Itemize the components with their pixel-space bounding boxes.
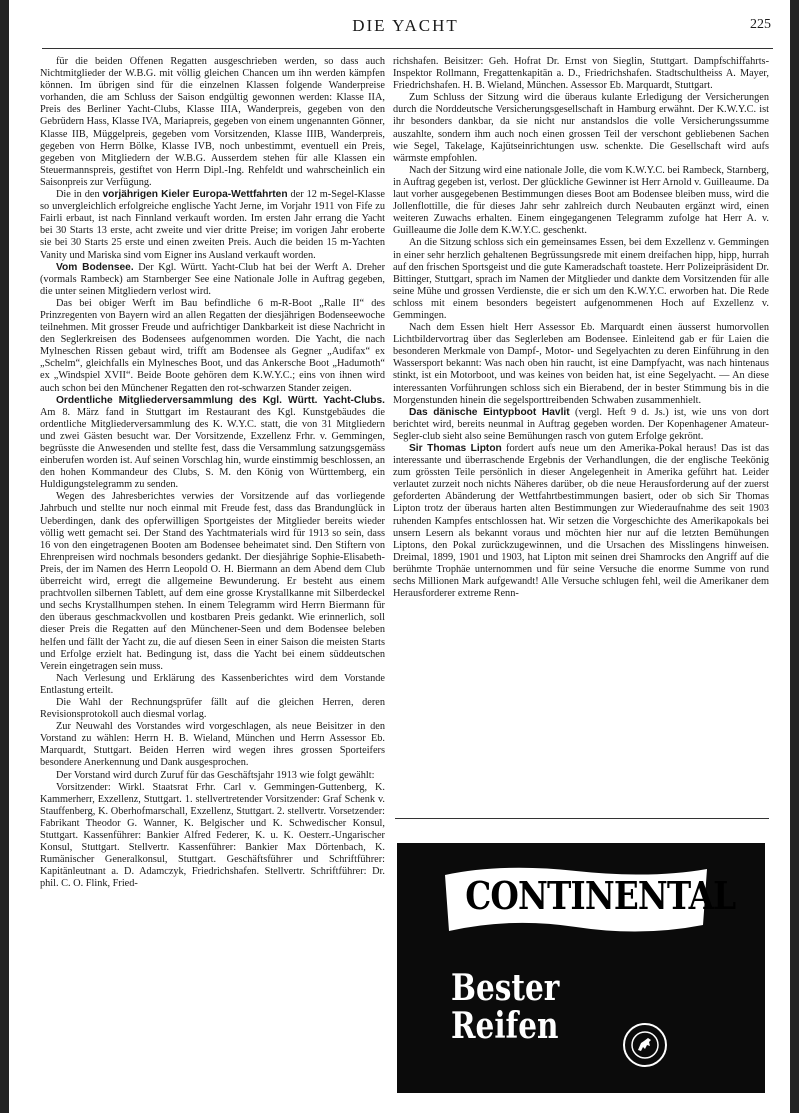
paragraph <box>393 92 769 165</box>
brand-banner <box>441 861 736 939</box>
paragraph <box>40 395 385 492</box>
paragraph <box>40 770 385 782</box>
horse-emblem-icon <box>623 1023 667 1067</box>
scan-edge-right <box>790 0 799 1113</box>
paragraph-text: Am 8. März fand in Stuttgart im Restaurant des Kgl. Kunstgebäudes die ordentliche Mitgliederversammlung des K. W.Y.C. statt, die von 31 Mitgliedern und zwei Gästen besucht war. Der Vorsitzende, Exzellenz Frhr. v. Gemmingen, begrüsste die Anwesenden und stellte fest, dass die Versammlung satzungsgemäss einberufen worden ist. Auf seinen Vorschlag hin, wurde einstimmig beschlossen, an den hohen Kommandeur des Clubs, S. M. den König von Württemberg, ein Huldigungstelegramm zu senden. <box>40 406 385 491</box>
paragraph-heading: Das dänische Eintypboot Havlit <box>409 406 570 418</box>
paragraph-text: Vorsitzender: Wirkl. Staatsrat Frhr. Carl v. Gemmingen-Guttenberg, K. Kammerherr, Exzellenz, Stuttgart. 1. stellvertretender Vorsitzender: Graf Schenk v. Stauffenberg, K. Oberhofmarschall, Exzellenz, Stuttgart. 2. stellvertr. Vorsetzender: Fabrikant Theodor G. Wanner, K. Belgischer und K. Schwedischer Konsul, Stuttgart. Kassenführer: Bankier Alfred Federer, K. u. K. Oesterr.-Ungarischer Konsul, Stuttgart. Stellvertr. Kassenführer: Bankier Max Dörtenbach, K. Rumänischer Generalkonsul, Stuttgart. Geschäftsführer und Schriftführer: Kapitänleutnant a. D. Adamczyk, Friedrichshafen. Stellvertr. Schriftführer: Dr. phil. C. O. Flink, Fried- <box>40 781 385 890</box>
paragraph <box>40 298 385 395</box>
paragraph <box>40 697 385 721</box>
paragraph-text: Nach der Sitzung wird eine nationale Jolle, die vom K.W.Y.C. bei Rambeck, Starnberg, in Auftrag gegeben ist, verlost. Der glückliche Gewinner ist Herr Arnold v. Guilleaume. Da laut vorher ausgegebenen Bestimmungen dieses Boot am Bodensee bleiben muss, wird die Jollenflottille, die für dieses Jahr sehr zahlreich durch Neubauten ergänzt wird, einen weiteren Zuwachs erhalten. Einem eingegangenen Telegramm zufolge hat Herr A. v. Guilleaume die Jolle dem K.W.Y.C. geschenkt. <box>393 164 769 237</box>
left-column <box>40 56 385 890</box>
paragraph-text: (vergl. Heft 9 d. Js.) ist, wie uns von dort berichtet wird, bereits neunmal in Auftrag gegeben worden. Der Kopenhagener Amateur-Segler-club sieht also seine Bemühungen rasch von gutem Erfolge gekrönt. <box>393 406 769 442</box>
brand-name: CONTINENTAL <box>465 873 736 918</box>
paragraph-text: der 12 m-Segel-Klasse so unvergleichlich erfolgreiche englische Yacht Jerne, im Vorjahr 1911 von Fife zu Fairli erbaut, ist nach Finnland verkauft worden. Im ersten Jahr errang die Yacht bei 30 Starts 13 erste, acht zweite und vier dritte Preise; im vorigen Jahr eroberte sie bei 30 Starts 25 erste und einen zweiten Preis. Auch die beiden 15 m-Yachten Vanity und Mariska sind vom Eigner ins Ausland verkauft worden. <box>40 189 385 261</box>
paragraph-heading: vorjährigen Kieler Europa-Wettfahrten <box>102 189 288 201</box>
paragraph <box>393 443 769 600</box>
paragraph <box>393 165 769 238</box>
paragraph-text: Das bei obiger Werft im Bau befindliche 6 m-R-Boot „Ralle II“ des Prinzregenten von Bayern wird an allen Regatten der diesjährigen Bodenseewoche teilnehmen. Mit grosser Freude und aufrichtiger Dankbarkeit ist diese Nachricht in den Seglerkreisen des Bodensees aufgenommen worden. Die Yacht, die nach Mylneschen Rissen gebaut wird, trifft am Bodensee als Gegner „Audifax“ ex „Schelm“, gleichfalls ein Mylnesches Boot, und das Ankersche Boot „Hadumoth“ ex „Windspiel XVII“. Beide Boote gehören dem K.W.Y.C.; eins von ihnen wird auch schon bei den Münchener Regatten den rot-schwarzen Stander zeigen. <box>40 297 385 394</box>
paragraph <box>40 673 385 697</box>
advert-separator <box>395 818 769 819</box>
paragraph-text: Nach dem Essen hielt Herr Assessor Eb. Marquardt einen äusserst humorvollen Lichtbildervortrag über das Seglerleben am Bodensee. Einleitend gab er für Laien die besonderen Merkmale von Dampf-, Motor- und Segelyachten zu deren Einführung in den Wassersport bekannt: Was nach oben hin raucht, ist eine Dampfyacht, was nach hintenaus stinkt, ist ein Motorboot, und was keines von beiden hat, ist eine Segelyacht. — An diese interessanten Vorführungen schloss sich ein Bierabend, der in bester Stimmung bis in die Morgenstunden hinein die segelsporttreibenden Schwaben zusammenhielt. <box>393 322 769 406</box>
paragraph-text: Zur Neuwahl des Vorstandes wird vorgeschlagen, als neue Beisitzer in den Vorstand zu wählen: Herrn H. B. Wieland, München und Herrn Assessor Eb. Marquardt, Stuttgart. Beiden Herren wird wegen ihres grossen Sporteifers besondere Anerkennung und Dank ausgesprochen. <box>40 721 385 769</box>
paragraph-text: richshafen. Beisitzer: Geh. Hofrat Dr. Ernst von Sieglin, Stuttgart. Dampfschiffahrts-Inspektor Rollmann, Fregattenkapitän a. D., Friedrichshafen. Stadtschultheiss A. Mayer, Friedrichshafen. H. B. Wieland, München. Assessor Eb. Marquardt, Stuttgart. <box>393 56 769 92</box>
paragraph-text: Der Kgl. Württ. Yacht-Club hat bei der Werft A. Dreher (vormals Rambeck) am Starnberger See eine Nationale Jolle in Auftrag gegeben, die unter seinen Mitgliedern verlost wird. <box>40 261 386 297</box>
header-rule <box>42 48 773 49</box>
paragraph <box>40 721 385 769</box>
paragraph <box>393 237 769 322</box>
paragraph-text: Zum Schluss der Sitzung wird die überaus kulante Erledigung der Versicherungen durch die Norddeutsche Versicherungsgesellschaft in Hamburg erwähnt. Der K.W.Y.C. ist ihr besonders dankbar, da sie nicht nur anstandslos die volle Versicherungssumme auszahlte, sondern ihm auch noch einen grossen Teil der verschont gebliebenen Sachen wie Segel, Takelage, Kajütseinrichtungen usw. schenkte. Die Gesellschaft wird aufs wärmste empfohlen. <box>393 92 769 164</box>
paragraph-text: fordert aufs neue um den Amerika-Pokal heraus! Das ist das interessante und überraschende Ergebnis der Verhandlungen, die der englische Teekönig zum grössten Teile persönlich in dieser Angelegenheit in Amerika geführt hat. Leider verlautet zurzeit noch nichts Näheres darüber, ob die neue Herausforderung auf der zuerst geforderten Abänderung der Wettfahrtbestimmungen basiert, oder ob sich Sir Thomas Lipton trotz der überaus harten alten Bestimmungen zur Wiederaufnahme des seit 1903 ruhenden Kampfes entschlossen hat. Wir setzen die Vorgeschichte des Amerikapokals bei unsern Lesern als bekannt voraus und möchten hier nur auf die letzten Bemühungen Liptons, den Pokal zurückzugewinnen, und die Ursachen des Misslingens hinweisen. Dreimal, 1899, 1901 und 1903, hat Lipton mit seinen drei Shamrocks den Angriff auf die berühmte Trophäe unternommen und für seine Versuche die enorme Summe von rund sechs Millionen Mark aufgewandt! Alle Versuche schlugen fehl, weil die Amerikaner dem Herausforderer extreme Renn- <box>393 443 769 600</box>
ad-slogan <box>451 969 559 1045</box>
paragraph <box>40 189 385 262</box>
paragraph-lead: Die in den <box>56 189 103 201</box>
page-header <box>40 16 771 44</box>
continental-advertisement <box>397 843 765 1093</box>
page-number: 225 <box>750 17 771 32</box>
paragraph <box>40 491 385 672</box>
paragraph-text: An die Sitzung schloss sich ein gemeinsames Essen, bei dem Exzellenz v. Gemmingen in einer sehr herzlich gehaltenen Begrüssungsrede mit einem dreifachen hipp, hipp, hurrah auf den frischen Sportsgeist und die gute Kameradschaft toastete. Herr Polizeipräsident Dr. Bittinger, Stuttgart, sprach im Namen der Mitglieder und dankte dem Vorsitzenden für alle seine Mühe und grossen Verdienste, die er sich um den K.W.Y.C. erworben hat. Die Rede schloss mit einem besonders begeistert aufgenommenen Hoch auf Exzellenz v. Gemmingen. <box>393 237 769 321</box>
paragraph-text: Wegen des Jahresberichtes verwies der Vorsitzende auf das vorliegende Jahrbuch und stellte nur noch einmal mit Freude fest, dass das Brandunglück in Ueberdingen, dank des opferwilligen Sportgeistes der Mitglieder bereits wieder völlig wett gemacht sei. Der Stand des Yachtmaterials wird für 1913 so sein, dass 16 von den eingetragenen Booten am Bodensee beheimatet sind. Den Stiftern von Ehrenpreisen wird nochmals besonders gedankt. Der diesjährige Sophie-Elisabeth-Preis, der im Namen des Herrn Leopold O. H. Biermann an dem Abend dem Club überreicht wird, erregt die allgemeine Bewunderung. Er besteht aus einem prachtvollen silbernen Tablett, auf dem eine grosse Krystallkanne mit Silberdeckel und sechs Krystallhumpen stehen. In einem Telegramm wird Herrn Biermann für den überaus geschmackvollen und kostbaren Preis gedankt. Wie erinnerlich, soll dieser Preis die Regatten auf den Münchener-Seen und dem Bodensee beleben helfen und fällt der Yacht zu, die auf diesen Seen in einer Saison die meisten Starts und Erfolge erzielt hat. Bedingung ist, dass die Yacht bei einem süddeutschen Verein eingetragen sein muss. <box>40 491 385 672</box>
paragraph <box>393 56 769 92</box>
slogan-line-2: Reifen <box>451 1005 559 1047</box>
paragraph <box>40 56 385 189</box>
paragraph-text: Der Vorstand wird durch Zuruf für das Geschäftsjahr 1913 wie folgt gewählt: <box>56 769 375 781</box>
slogan-line-1: Bester <box>451 967 560 1009</box>
paragraph-heading: Ordentliche Mitgliederversammlung des Kgl. Württ. Yacht-Clubs. <box>56 394 385 406</box>
paragraph <box>40 782 385 891</box>
paragraph-text: Nach Verlesung und Erklärung des Kassenberichtes wird dem Vorstande Entlastung erteilt. <box>40 672 385 696</box>
right-column <box>393 56 769 600</box>
paragraph <box>393 407 769 443</box>
scan-edge-left <box>0 0 9 1113</box>
paragraph-heading: Vom Bodensee. <box>56 261 134 273</box>
paragraph-text: für die beiden Offenen Regatten ausgeschrieben werden, so dass auch Nichtmitglieder der W.B.G. mit völlig gleichen Chancen um ihn werden kämpfen können. Im übrigen sind für die einzelnen Klassen folgende Wanderpreise vorhanden, die am Schluss der Saison endgültig gewonnen werden: Klasse IIA, Preis des Berliner Yacht-Clubs, Klasse IIIA, Wanderpreis, gegeben von den Gebrüdern Hass, Klasse IVA, Mariapreis, gegeben von einem ungenannten Gönner, Klasse IIB, Müggelpreis, gegeben vom Vorsitzenden, Klasse IIIB, Wanderpreis, gegeben von Herrn Bölke, Klasse IVB, noch unbestimmt, eventuell ein Preis, gegeben von Mitgliedern der W.B.G. Ausserdem stehen für alle Klassen ein Steuermannspreis, gestiftet von Herrn Dipl.-Ing. Rehfeldt und wahrscheinlich ein Saisonpreis zur Verfügung. <box>40 56 385 188</box>
paragraph-heading: Sir Thomas Lipton <box>409 443 502 454</box>
paragraph-text: Die Wahl der Rechnungsprüfer fällt auf die gleichen Herren, deren Revisionsprotokoll auch diesmal vorlag. <box>40 696 385 721</box>
paragraph <box>393 322 769 407</box>
running-title: DIE YACHT <box>352 16 459 35</box>
paragraph <box>40 262 385 298</box>
